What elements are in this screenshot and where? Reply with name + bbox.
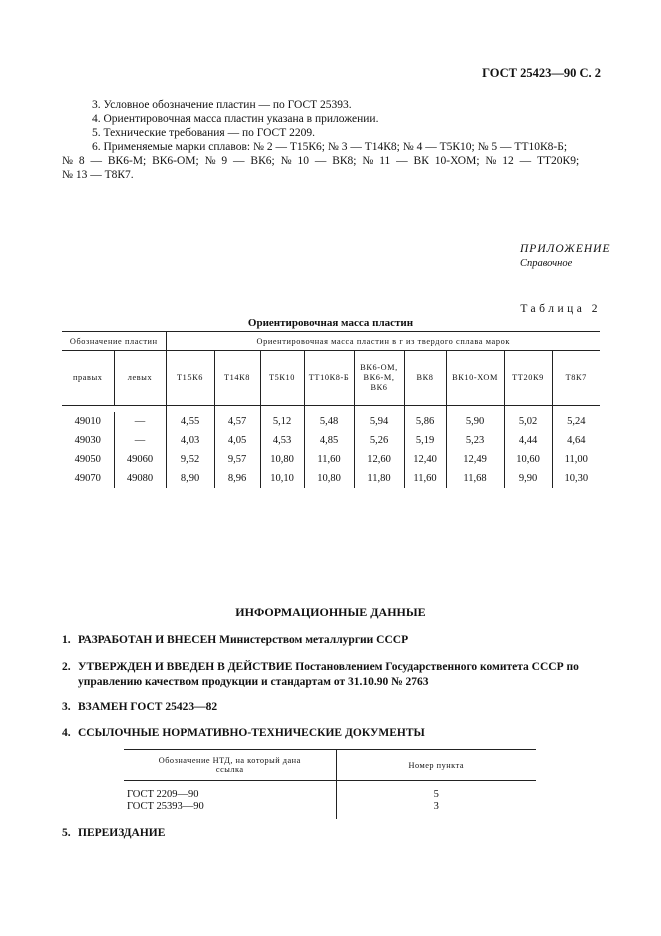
- cell-value: 10,30: [564, 473, 589, 484]
- cell-value: 5,24: [567, 416, 586, 427]
- mass-table: [62, 331, 600, 488]
- paragraph-6-line-1: 6. Применяемые марки сплавов: № 2 — Т15К6; № 3 — Т14К8; № 4 — Т5К10; № 5 — ТТ10К8-Б;: [92, 141, 568, 153]
- table-row: [62, 469, 600, 488]
- header-alloy: ТТ20К9: [504, 351, 552, 406]
- cell-value: 9,57: [214, 450, 260, 469]
- cell-value: 5,86: [404, 412, 446, 431]
- cell-value: 11,00: [564, 454, 588, 465]
- cell-value: 5,94: [354, 412, 404, 431]
- paragraph-3: 3. Условное обозначение пластин — по ГОСТ 25393.: [92, 99, 352, 111]
- cell-value: 4,03: [166, 431, 214, 450]
- ntd-doc: ГОСТ 2209—90: [127, 789, 199, 800]
- header-alloy: ВК8: [404, 351, 446, 406]
- header-plates: Обозначение пластин: [62, 332, 166, 351]
- table-row: [62, 431, 600, 450]
- paragraph-5: 5. Технические требования — по ГОСТ 2209.: [92, 127, 315, 139]
- cell-value: 5,19: [404, 431, 446, 450]
- table-label: Таблица 2: [520, 303, 601, 315]
- ntd-doc: ГОСТ 25393—90: [127, 801, 204, 812]
- cell-right: 49010: [62, 412, 114, 431]
- appendix-subtitle: Справочное: [520, 258, 573, 269]
- cell-value: 10,80: [304, 469, 354, 488]
- cell-value: 4,55: [166, 412, 214, 431]
- page-header: ГОСТ 25423—90 С. 2: [482, 66, 601, 80]
- cell-left: 49080: [114, 469, 166, 488]
- ntd-point: 3: [336, 801, 536, 813]
- cell-value: 12,49: [446, 450, 504, 469]
- paragraph-6-line-3: № 13 — Т8К7.: [62, 169, 134, 181]
- table-row: [124, 789, 536, 801]
- cell-left: —: [114, 431, 166, 450]
- cell-value: 12,40: [404, 450, 446, 469]
- header-alloy: Т8К7: [552, 351, 600, 406]
- cell-value: 10,80: [260, 450, 304, 469]
- ntd-header-point: Номер пункта: [336, 750, 536, 781]
- cell-value: 8,96: [214, 469, 260, 488]
- table-row: [124, 801, 536, 813]
- cell-value: 5,48: [304, 412, 354, 431]
- cell-value: 9,52: [166, 450, 214, 469]
- cell-value: 11,60: [404, 469, 446, 488]
- cell-value: 4,57: [214, 412, 260, 431]
- paragraph-6-line-2: № 8 — ВК6-М; ВК6-ОМ; № 9 — ВК6; № 10 — ВК8; № 11 — ВК 10-ХОМ; № 12 — ТТ20К9;: [62, 155, 580, 167]
- cell-right: 49070: [62, 469, 114, 488]
- cell-value: 5,02: [504, 412, 552, 431]
- cell-right: 49030: [62, 431, 114, 450]
- cell-value: 5,26: [354, 431, 404, 450]
- cell-value: 12,60: [354, 450, 404, 469]
- cell-value: 4,64: [567, 435, 586, 446]
- ntd-table: [124, 749, 536, 819]
- appendix-title: ПРИЛОЖЕНИЕ: [520, 243, 611, 255]
- cell-value: 11,68: [446, 469, 504, 488]
- header-alloy: Т15К6: [166, 351, 214, 406]
- info-item-4: 4. ССЫЛОЧНЫЕ НОРМАТИВНО-ТЕХНИЧЕСКИЕ ДОКУМЕНТЫ: [62, 727, 425, 739]
- header-alloy: ВК6-ОМ, ВК6-М, ВК6: [354, 351, 404, 406]
- header-alloy: ТТ10К8-Б: [304, 351, 354, 406]
- header-left: левых: [114, 351, 166, 406]
- cell-value: 4,85: [304, 431, 354, 450]
- paragraph-4: 4. Ориентировочная масса пластин указана в приложении.: [92, 113, 379, 125]
- table-row: [62, 412, 600, 431]
- cell-value: 5,12: [260, 412, 304, 431]
- cell-value: 9,90: [504, 469, 552, 488]
- info-item-5: 5. ПЕРЕИЗДАНИЕ: [62, 827, 166, 839]
- ntd-header-doc: Обозначение НТД, на который дана ссылка: [124, 750, 336, 781]
- ntd-point: 5: [336, 789, 536, 801]
- info-item-1: 1. РАЗРАБОТАН И ВНЕСЕН Министерством металлургии СССР: [62, 634, 409, 646]
- header-alloy: ВК10-ХОМ: [446, 351, 504, 406]
- info-item-3: 3. ВЗАМЕН ГОСТ 25423—82: [62, 701, 218, 713]
- cell-left: 49060: [114, 450, 166, 469]
- info-title: ИНФОРМАЦИОННЫЕ ДАННЫЕ: [235, 605, 426, 619]
- table-row: [62, 450, 600, 469]
- cell-value: 11,80: [354, 469, 404, 488]
- header-right: правых: [62, 351, 114, 406]
- header-alloy: Т14К8: [214, 351, 260, 406]
- cell-value: 10,10: [260, 469, 304, 488]
- cell-value: 4,44: [504, 431, 552, 450]
- cell-value: 8,90: [166, 469, 214, 488]
- cell-value: 4,05: [214, 431, 260, 450]
- header-mass: Ориентировочная масса пластин в г из твердого сплава марок: [166, 332, 600, 351]
- cell-value: 4,53: [260, 431, 304, 450]
- cell-value: 10,60: [504, 450, 552, 469]
- cell-left: —: [114, 412, 166, 431]
- cell-value: 11,60: [304, 450, 354, 469]
- info-item-2: 2. УТВЕРЖДЕН И ВВЕДЕН В ДЕЙСТВИЕ Постановлением Государственного комитета СССР по управлению качеством продукции и стандартам от 31.10.90 № 2763: [62, 661, 579, 688]
- cell-value: 5,90: [446, 412, 504, 431]
- cell-value: 5,23: [446, 431, 504, 450]
- header-alloy: Т5К10: [260, 351, 304, 406]
- table-title: Ориентировочная масса пластин: [247, 317, 414, 329]
- cell-right: 49050: [62, 450, 114, 469]
